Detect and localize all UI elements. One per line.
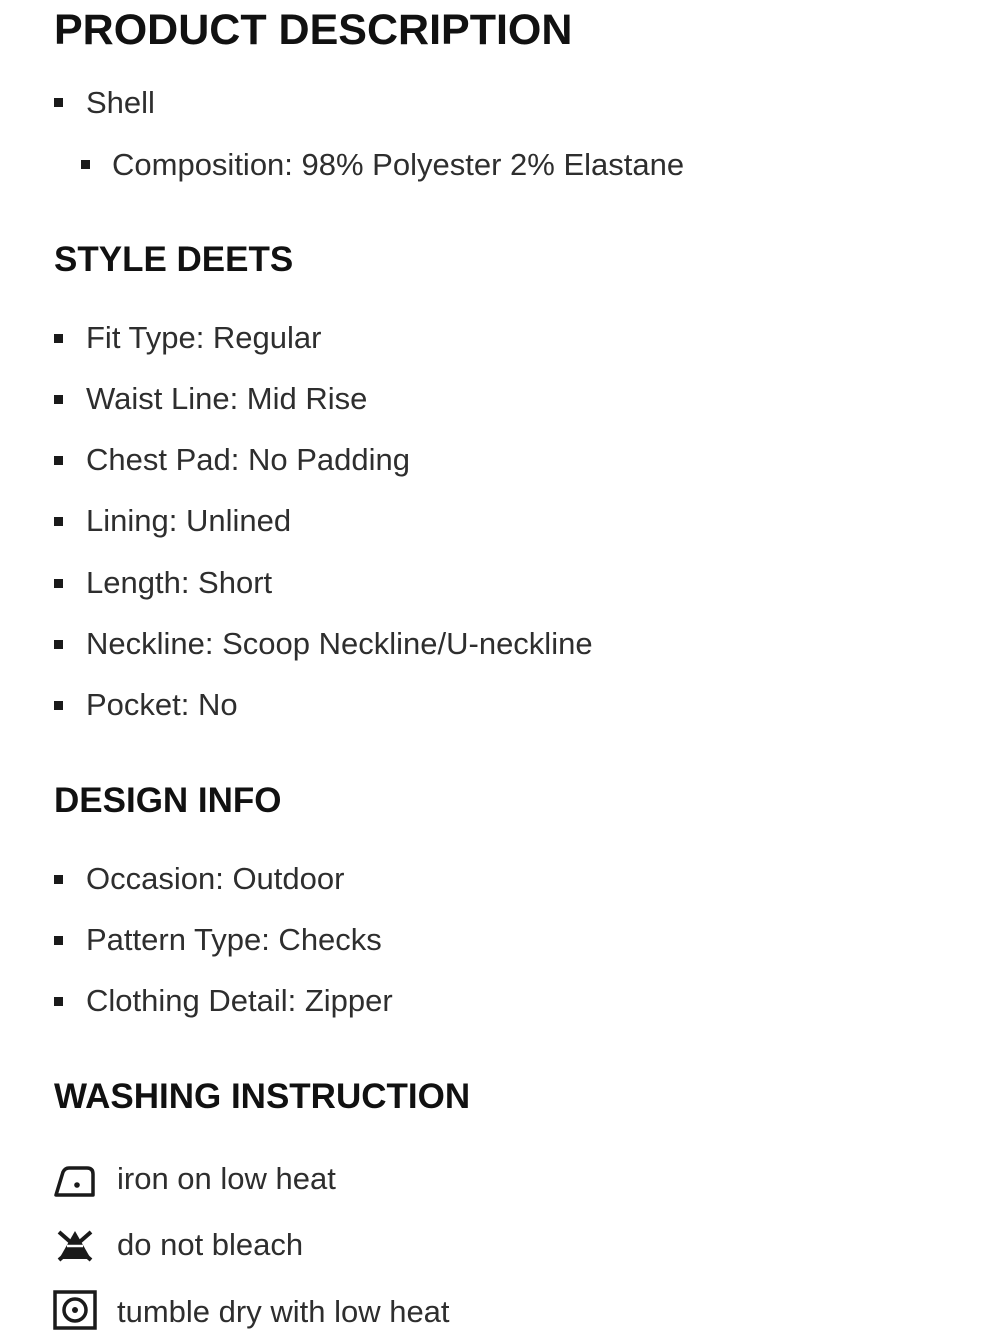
bullet — [54, 640, 63, 649]
tumble-dry-low-icon — [53, 1290, 97, 1330]
bullet — [54, 456, 63, 465]
pattern-type-text: Pattern Type: Checks — [86, 922, 382, 957]
pocket-text: Pocket: No — [86, 687, 238, 722]
iron-label: iron on low heat — [117, 1161, 336, 1196]
bullet — [54, 98, 63, 107]
bullet — [54, 395, 63, 404]
waist-line-text: Waist Line: Mid Rise — [86, 381, 368, 416]
do-not-bleach-icon — [53, 1226, 97, 1266]
chest-pad-text: Chest Pad: No Padding — [86, 442, 410, 477]
product-description-heading: PRODUCT DESCRIPTION — [54, 6, 573, 54]
bleach-label: do not bleach — [117, 1227, 304, 1262]
composition-text: Composition: 98% Polyester 2% Elastane — [112, 147, 685, 182]
shell-label: Shell — [86, 85, 155, 120]
neckline-text: Neckline: Scoop Neckline/U-neckline — [86, 626, 593, 661]
design-info-heading: DESIGN INFO — [54, 781, 282, 820]
occasion-text: Occasion: Outdoor — [86, 861, 345, 896]
bullet — [54, 701, 63, 710]
bullet — [54, 997, 63, 1006]
bullet — [81, 160, 90, 169]
fit-type-text: Fit Type: Regular — [86, 320, 322, 355]
length-text: Length: Short — [86, 565, 273, 600]
bullet — [54, 334, 63, 343]
bullet — [54, 936, 63, 945]
tumble-dry-label: tumble dry with low heat — [117, 1294, 450, 1329]
iron-low-heat-icon — [53, 1160, 97, 1200]
washing-instruction-heading: WASHING INSTRUCTION — [54, 1077, 471, 1116]
lining-text: Lining: Unlined — [86, 503, 292, 538]
bullet — [54, 579, 63, 588]
bullet — [54, 517, 63, 526]
bullet — [54, 875, 63, 884]
style-deets-heading: STYLE DEETS — [54, 240, 294, 279]
clothing-detail-text: Clothing Detail: Zipper — [86, 983, 393, 1018]
